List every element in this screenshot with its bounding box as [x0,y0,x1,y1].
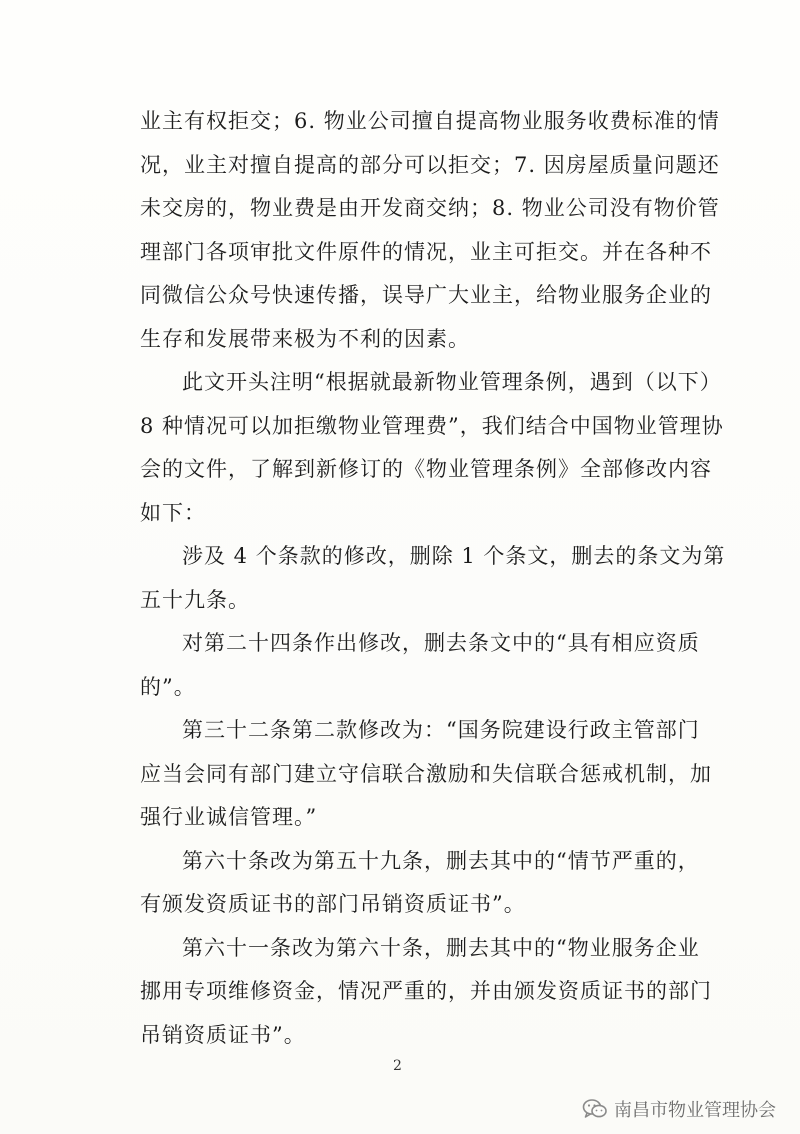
account-watermark [582,1096,776,1122]
text-line: 有颁发资质证书的部门吊销资质证书”。 [140,892,526,916]
text-line: 对第二十四条作出修改，删去条文中的“具有相应资质 [182,631,700,655]
text-line: 五十九条。 [140,587,250,612]
text-line: 应当会同有部门建立守信联合激励和失信联合惩戒机制，加 [140,761,712,786]
wechat-icon [582,1098,608,1120]
text-line: 第六十条改为第五十九条，删去其中的“情节严重的， [182,848,700,873]
text-line: 如下： [140,500,206,525]
body-text [140,100,726,1057]
page-number: 2 [393,1058,402,1074]
text-line: 8 种情况可以加拒缴物业管理费”，我们结合中国物业管理协 [140,413,724,438]
text-line: 此文开头注明“根据就最新物业管理条例，遇到（以下） [182,370,722,394]
text-line: 吊销资质证书”。 [140,1022,306,1047]
watermark-text: 南昌市物业管理协会 [614,1100,776,1121]
text-line: 况，业主对擅自提高的部分可以拒交；7. 因房屋质量问题还 [140,152,720,177]
text-line: 涉及 4 个条款的修改，删除 1 个条文，删去的条文为第 [182,544,726,568]
text-line: 生存和发展带来极为不利的因素。 [140,326,470,351]
text-line: 理部门各项审批文件原件的情况，业主可拒交。并在各种不 [140,239,712,264]
text-line: 会的文件，了解到新修订的《物业管理条例》全部修改内容 [140,457,712,481]
text-line: 未交房的，物业费是由开发商交纳；8. 物业公司没有物价管 [140,196,720,220]
text-line: 第三十二条第二款修改为：“国务院建设行政主管部门 [182,718,700,742]
text-line: 的”。 [140,674,196,699]
text-line: 业主有权拒交；6. 物业公司擅自提高物业服务收费标准的情 [140,109,720,133]
text-line: 同微信公众号快速传播，误导广大业主，给物业服务企业的 [140,283,712,307]
text-line: 第六十一条改为第六十条，删去其中的“物业服务企业 [182,935,700,960]
text-line: 挪用专项维修资金，情况严重的，并由颁发资质证书的部门 [140,979,712,1003]
text-line: 强行业诚信管理。” [140,805,318,829]
